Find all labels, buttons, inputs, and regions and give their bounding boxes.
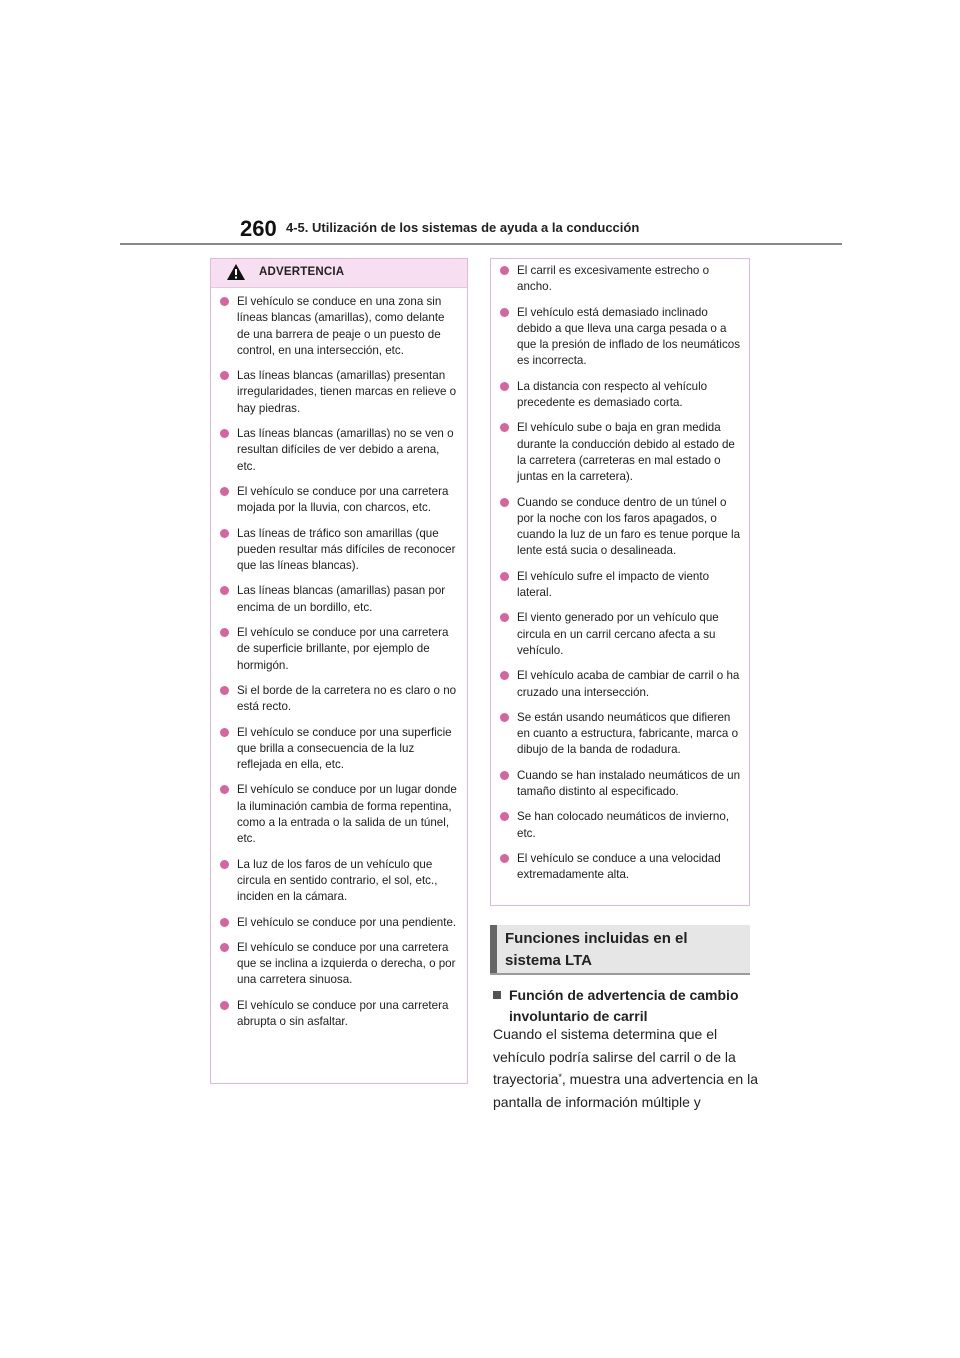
list-item-text: Las líneas blancas (amarillas) no se ven o resultan difíciles de ver debido a arena, etc.	[237, 427, 454, 473]
list-item-text: El vehículo se conduce por una carretera de superficie brillante, por ejemplo de hormigón.	[237, 626, 449, 672]
list-item	[219, 725, 459, 774]
list-item	[499, 263, 741, 296]
list-item	[499, 495, 741, 560]
list-item-text: El vehículo se conduce por una carretera abrupta o sin asfaltar.	[237, 998, 449, 1028]
list-item-text: Se han colocado neumáticos de invierno, etc.	[517, 810, 730, 840]
bullet-icon	[500, 498, 509, 507]
body-paragraph	[493, 1023, 758, 1113]
subheading-text: Función de advertencia de cambio involuntario de carril	[509, 987, 739, 1024]
list-item	[499, 710, 741, 759]
warning-triangle-icon	[226, 263, 246, 281]
list-item-text: El vehículo se conduce en una zona sin líneas blancas (amarillas), como delante de una barrera de peaje o un puesto de control, en una intersección, etc.	[237, 295, 445, 357]
bullet-icon	[500, 572, 509, 581]
conditions-list	[491, 259, 749, 884]
warning-title: ADVERTENCIA	[259, 266, 345, 278]
list-item-text: Cuando se han instalado neumáticos de un tamaño distinto al especificado.	[517, 768, 741, 799]
bullet-icon	[220, 586, 229, 595]
list-item-text: Las líneas de tráfico son amarillas (que pueden resultar más difíciles de reconocer que las líneas blancas).	[237, 526, 456, 573]
list-item-text: El vehículo se conduce por un lugar donde la iluminación cambia de forma repentina, como a la entrada o la salida de un túnel, etc.	[237, 783, 457, 846]
bullet-icon	[500, 382, 509, 391]
list-item-text: El carril es excesivamente estrecho o ancho.	[517, 264, 710, 294]
section-heading	[490, 925, 750, 975]
bullet-icon	[500, 423, 509, 432]
list-item-text: El viento generado por un vehículo que circula en un carril cercano afecta a su vehículo.	[517, 611, 719, 657]
bullet-icon	[500, 671, 509, 680]
bullet-icon	[220, 785, 229, 794]
list-item	[219, 294, 459, 359]
warning-list	[211, 288, 467, 1030]
list-item	[219, 426, 459, 475]
list-item	[219, 368, 459, 417]
header-divider	[120, 243, 842, 245]
list-item	[219, 857, 459, 906]
list-item	[219, 526, 459, 575]
paragraph-text-end: , muestra una advertencia en la pantalla de información múltiple y	[493, 1071, 758, 1110]
header-section-title: 4-5. Utilización de los sistemas de ayuda a la conducción	[286, 220, 640, 235]
bullet-icon	[220, 1001, 229, 1010]
conditions-box	[490, 258, 750, 906]
bullet-icon	[500, 613, 509, 622]
bullet-icon	[500, 266, 509, 275]
bullet-icon	[220, 297, 229, 306]
list-item	[219, 782, 459, 847]
bullet-icon	[220, 686, 229, 695]
list-item	[219, 998, 459, 1031]
list-item	[219, 915, 459, 931]
bullet-icon	[220, 529, 229, 538]
section-heading-bar	[490, 925, 497, 973]
subheading	[493, 985, 755, 1027]
list-item-text: El vehículo se conduce por una pendiente.	[237, 915, 457, 929]
list-item	[499, 668, 741, 701]
list-item	[219, 583, 459, 616]
list-item	[499, 809, 741, 842]
bullet-icon	[500, 812, 509, 821]
list-item-text: El vehículo sufre el impacto de viento lateral.	[517, 569, 710, 600]
section-title: Funciones incluidas en el sistema LTA	[505, 930, 688, 969]
warning-box	[210, 258, 468, 1084]
list-item	[499, 610, 741, 659]
list-item	[499, 420, 741, 485]
list-item-text: Las líneas blancas (amarillas) pasan por encima de un bordillo, etc.	[237, 584, 446, 614]
list-item	[219, 683, 459, 716]
bullet-icon	[220, 728, 229, 737]
list-item-text: Se están usando neumáticos que difieren en cuanto a estructura, fabricante, marca o dibujo de la banda de rodadura.	[517, 710, 739, 757]
list-item-text: El vehículo está demasiado inclinado debido a que lleva una carga pesada o a que la presión de inflado de los neumáticos es incorrecta.	[517, 305, 741, 368]
bullet-icon	[220, 628, 229, 637]
list-item-text: La luz de los faros de un vehículo que circula en sentido contrario, el sol, etc., inciden en la cámara.	[237, 857, 438, 904]
bullet-icon	[220, 371, 229, 380]
list-item-text: El vehículo sube o baja en gran medida durante la conducción debido al estado de la carretera (carreteras en mal estado o juntas en la carretera).	[517, 421, 735, 484]
list-item-text: El vehículo acaba de cambiar de carril o ha cruzado una intersección.	[517, 669, 740, 699]
paragraph-text-start: Cuando el sistema determina que el vehículo podría salirse del carril o de la trayectoria	[493, 1026, 736, 1087]
list-item-text: La distancia con respecto al vehículo precedente es demasiado corta.	[517, 379, 708, 410]
list-item	[499, 305, 741, 370]
list-item	[499, 379, 741, 412]
footnote-marker: *	[558, 1072, 562, 1082]
list-item-text: Las líneas blancas (amarillas) presentan irregularidades, tienen marcas en relieve o hay piedras.	[237, 369, 457, 415]
list-item	[499, 768, 741, 801]
bullet-icon	[500, 854, 509, 863]
bullet-icon	[220, 860, 229, 869]
bullet-icon	[500, 308, 509, 317]
list-item	[219, 940, 459, 989]
list-item	[499, 851, 741, 884]
list-item	[499, 569, 741, 602]
list-item-text: Si el borde de la carretera no es claro o no está recto.	[237, 683, 457, 714]
bullet-icon	[220, 429, 229, 438]
bullet-icon	[220, 487, 229, 496]
bullet-icon	[220, 918, 229, 927]
warning-header	[211, 259, 467, 288]
bullet-icon	[220, 943, 229, 952]
bullet-icon	[500, 771, 509, 780]
list-item-text: El vehículo se conduce por una carretera que se inclina a izquierda o derecha, o por una carretera sinuosa.	[237, 940, 456, 987]
page-number: 260	[240, 216, 277, 241]
list-item-text: El vehículo se conduce a una velocidad extremadamente alta.	[517, 851, 721, 882]
list-item	[219, 625, 459, 674]
bullet-icon	[500, 713, 509, 722]
list-item-text: El vehículo se conduce por una superficie que brilla a consecuencia de la luz reflejada en ella, etc.	[237, 725, 452, 772]
list-item-text: El vehículo se conduce por una carretera mojada por la lluvia, con charcos, etc.	[237, 484, 449, 515]
list-item	[219, 484, 459, 517]
list-item-text: Cuando se conduce dentro de un túnel o por la noche con los faros apagados, o cuando la luz de un faro es tenue porque la lente está sucia o desalineada.	[517, 495, 741, 558]
square-bullet-icon	[493, 991, 501, 999]
